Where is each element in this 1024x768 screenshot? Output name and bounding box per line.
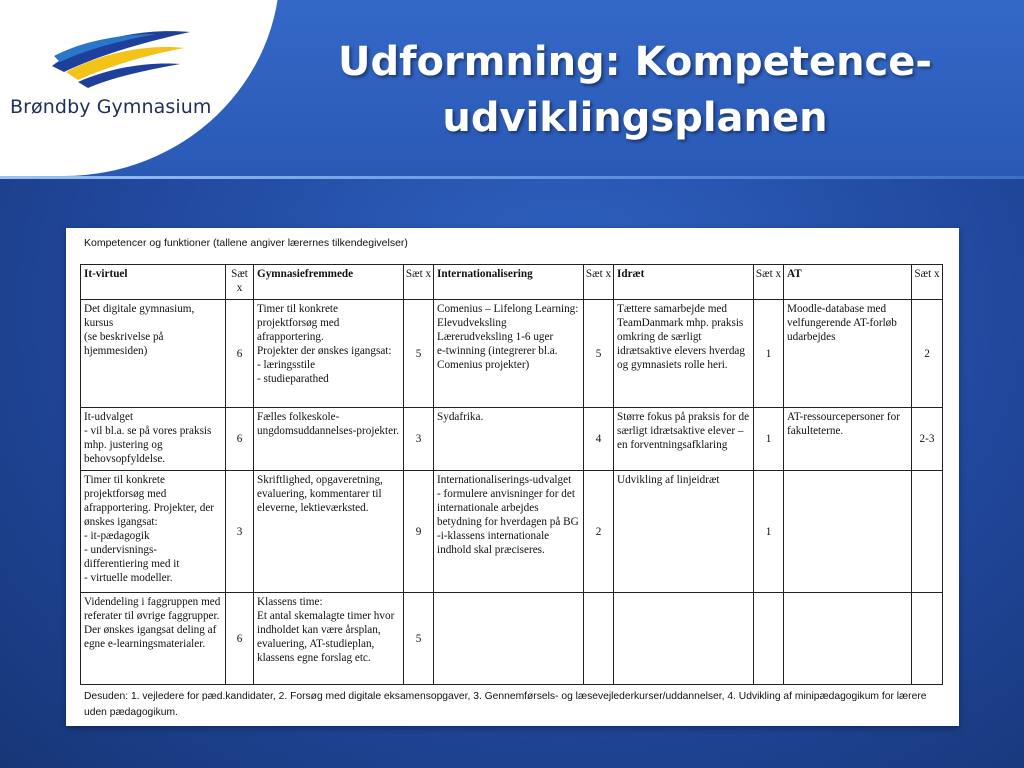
slide-title: Udformning: Kompetence-udviklingsplanen — [337, 39, 932, 141]
table-cell: 5 — [584, 300, 614, 408]
document-image — [66, 228, 959, 726]
table-cell: 2-3 — [912, 408, 943, 471]
table-cell — [912, 471, 943, 593]
table-cell — [784, 593, 912, 685]
table-cell: Udvikling af linjeidræt — [614, 471, 754, 593]
logo-text: Brøndby Gymnasium — [10, 96, 212, 118]
table-cell: Fælles folkeskole-ungdomsuddannelses-projekter. — [254, 408, 404, 471]
column-header: Sæt x — [226, 265, 254, 300]
table-row — [81, 471, 943, 593]
table-cell: 2 — [912, 300, 943, 408]
column-header: Internationalisering — [434, 265, 584, 300]
table-cell: Tættere samarbejde med TeamDanmark mhp. praksis omkring de særligt idrætsaktive elevers hverdag og gymnasiets rolle heri. — [614, 300, 754, 408]
table-cell: Større fokus på praksis for de særligt idrætsaktive elever – en forventningsafklaring — [614, 408, 754, 471]
table-cell: Videndeling i faggruppen med referater til øvrige faggrupper. Der ønskes igangsat deling af egne e-learningsmaterialer. — [81, 593, 226, 685]
table-cell: Comenius – Lifelong Learning: Elevudveksling Lærerudveksling 1-6 uger e-twinning (integrerer bl.a. Comenius projekter) — [434, 300, 584, 408]
column-header: Sæt x — [912, 265, 943, 300]
table-cell: 4 — [584, 408, 614, 471]
table-cell: 6 — [226, 593, 254, 685]
table-cell: 5 — [404, 300, 434, 408]
table-cell: 6 — [226, 300, 254, 408]
table-cell: It-udvalget - vil bl.a. se på vores praksis mhp. justering og behovsopfyldelse. — [81, 408, 226, 471]
column-header: Sæt x — [404, 265, 434, 300]
table-cell — [614, 593, 754, 685]
table-cell: Moodle-database med velfungerende AT-forløb udarbejdes — [784, 300, 912, 408]
column-header: AT — [784, 265, 912, 300]
table-cell: Skriftlighed, opgaveretning, evaluering, kommentarer til eleverne, lektieværksted. — [254, 471, 404, 593]
table-cell — [912, 593, 943, 685]
table-cell: Internationaliserings-udvalget - formulere anvisninger for det internationale arbejdes betydning for hverdagen på BG -i-klassens internationale indhold skal præciseres. — [434, 471, 584, 593]
table-cell — [434, 593, 584, 685]
table-row — [81, 408, 943, 471]
table-row — [81, 300, 943, 408]
header-divider — [0, 176, 1024, 179]
table-cell: 3 — [226, 471, 254, 593]
table-cell: Timer til konkrete projektforsøg med afrapportering. Projekter, der ønskes igangsat: - it-pædagogik - undervisnings- differentiering med it - virtuelle modeller. — [81, 471, 226, 593]
table-header-row — [81, 265, 943, 300]
table-cell — [784, 471, 912, 593]
column-header: Idræt — [614, 265, 754, 300]
document-footer: Desuden: 1. vejledere for pæd.kandidater, 2. Forsøg med digitale eksamensopgaver, 3. Gennemførsels- og læsevejlederkurser/uddannelser, 4. Udvikling af minipædagogikum for lærere uden pædagogikum. — [84, 691, 927, 718]
table-cell: 6 — [226, 408, 254, 471]
table-cell — [584, 593, 614, 685]
swoosh-logo-icon — [44, 26, 194, 96]
column-header: Sæt x — [584, 265, 614, 300]
table-cell: 5 — [404, 593, 434, 685]
document-caption: Kompetencer og funktioner (tallene angiver lærernes tilkendegivelser) — [84, 237, 408, 249]
table-cell: Det digitale gymnasium, kursus (se beskrivelse på hjemmesiden) — [81, 300, 226, 408]
table-cell: Sydafrika. — [434, 408, 584, 471]
table-cell: 1 — [754, 471, 784, 593]
table-cell: 1 — [754, 408, 784, 471]
table-cell: 2 — [584, 471, 614, 593]
table-row — [81, 593, 943, 685]
table-cell — [754, 593, 784, 685]
column-header: It-virtuel — [81, 265, 226, 300]
competence-table — [80, 264, 943, 685]
column-header: Gymnasiefremmede — [254, 265, 404, 300]
table-cell: AT-ressourcepersoner for fakulteterne. — [784, 408, 912, 471]
column-header: Sæt x — [754, 265, 784, 300]
table-cell: 9 — [404, 471, 434, 593]
table-cell: 1 — [754, 300, 784, 408]
table-cell: Klassens time: Et antal skemalagte timer hvor indholdet kan være årsplan, evaluering, AT-studieplan, klassens egne forslag etc. — [254, 593, 404, 685]
table-cell: 3 — [404, 408, 434, 471]
table-cell: Timer til konkrete projektforsøg med afrapportering. Projekter der ønskes igangsat: - læringsstile - studieparathed — [254, 300, 404, 408]
